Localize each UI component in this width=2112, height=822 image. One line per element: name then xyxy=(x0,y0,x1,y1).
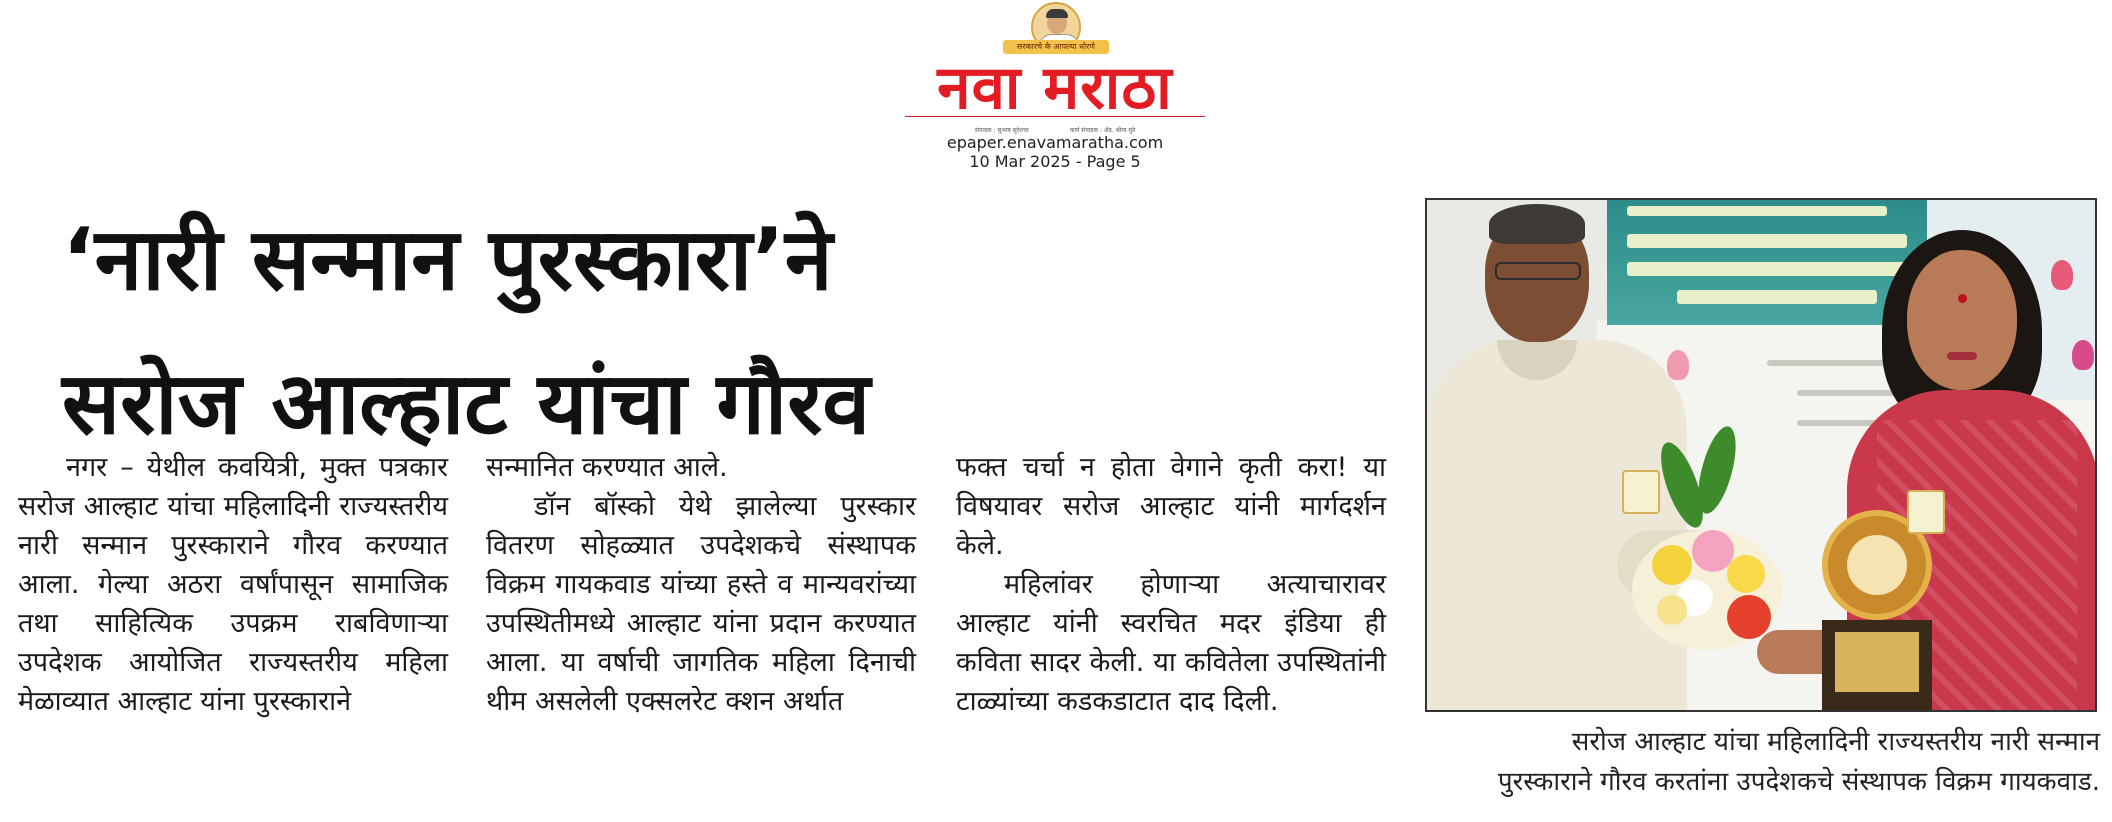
photo-caption xyxy=(1418,722,2100,802)
editor-left: संपादक : सुभाष सुरेशचा xyxy=(974,127,1029,134)
badge-icon xyxy=(1622,470,1660,514)
edition-date: 10 Mar 2025 - Page 5 xyxy=(969,152,1141,171)
glasses-icon xyxy=(1495,262,1581,280)
article-column-2 xyxy=(486,448,916,721)
body-paragraph: सन्मानित करण्यात आले. xyxy=(486,452,728,483)
woman-face xyxy=(1907,250,2017,390)
headline-line-1: ‘नारी सन्मान पुरस्कारा’ने xyxy=(62,210,833,310)
badge-icon xyxy=(1907,490,1945,534)
masthead xyxy=(895,0,1215,180)
article-headline xyxy=(62,188,1382,476)
man-figure xyxy=(1427,340,1687,712)
body-paragraph: फक्त चर्चा न होता वेगाने कृती करा! या विषयावर सरोज आल्हाट यांनी मार्गदर्शन केले. xyxy=(956,452,1386,561)
event-banner xyxy=(1607,200,1927,325)
logo-tagline: सरकारचे के आपल्या धोरणे xyxy=(1003,40,1109,54)
epaper-url: epaper.enavamaratha.com xyxy=(946,133,1164,152)
body-paragraph: नगर – येथील कवयित्री, मुक्त पत्रकार सरोज आल्हाट यांचा महिलादिनी राज्यस्तरीय नारी सन्मान पुरस्काराने गौरव करण्यात आला. गेल्या अठरा वर्षांपासून सामाजिक तथा साहित्यिक उपक्रम राबविणाऱ्या उपदेशक आयोजित राज्यस्तरीय महिला मेळाव्यात आल्हाट यांना पुरस्काराने xyxy=(18,452,448,717)
news-photo xyxy=(1425,198,2097,712)
tulip-decoration xyxy=(1667,350,1689,380)
body-paragraph: डॉन बॉस्को येथे झालेल्या पुरस्कार वितरण सोहळ्यात उपदेशकचे संस्थापक विक्रम गायकवाड यांच्या हस्ते व मान्यवरांच्या उपस्थितीमध्ये आल्हाट यांना प्रदान करण्यात आला. या वर्षाची जागतिक महिला दिनाची थीम असलेली एक्सलरेट क्शन अर्थात xyxy=(486,491,916,717)
body-paragraph: महिलांवर होणाऱ्या अत्याचारावर आल्हाट यांनी स्वरचित मदर इंडिया ही कविता सादर केली. या कवितेला उपस्थितांनी टाळ्यांच्या कडकडाटात दाद दिली. xyxy=(956,569,1386,717)
newspaper-logo: नवा मराठा xyxy=(937,53,1173,123)
tulip-decoration xyxy=(2051,260,2073,290)
caption-line-2: पुरस्काराने गौरव करतांना उपदेशकचे संस्थापक विक्रम गायकवाड. xyxy=(1497,767,2100,797)
caption-line-1: सरोज आल्हाट यांचा महिलादिनी राज्यस्तरीय नारी सन्मान xyxy=(1571,727,2100,757)
editor-right: कार्य संपादक : ॲड. श्रीमा मुंडे xyxy=(1069,127,1136,134)
headline-line-2: सरोज आल्हाट यांचा गौरव xyxy=(62,354,871,454)
tulip-decoration xyxy=(2072,340,2094,370)
article-column-3 xyxy=(956,448,1386,721)
logo-editor-strip xyxy=(905,116,1205,134)
article-column-1 xyxy=(18,448,448,721)
